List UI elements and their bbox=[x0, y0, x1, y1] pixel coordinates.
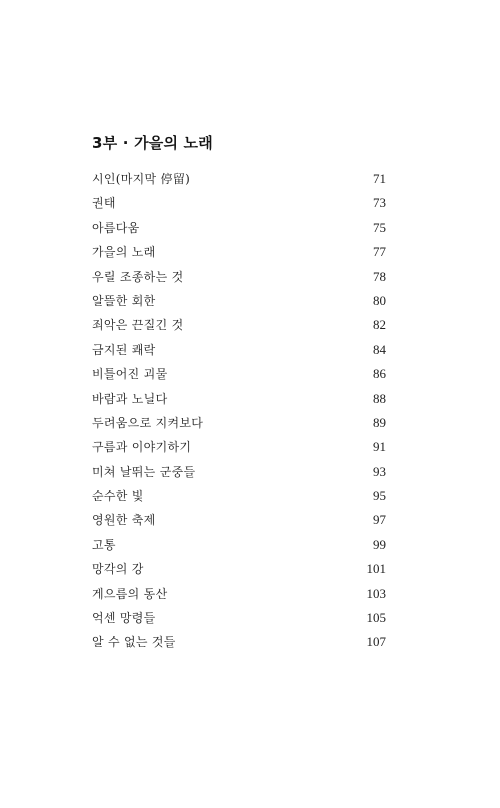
toc-entry-title: 시인(마지막 停留) bbox=[92, 172, 191, 186]
toc-entry-page: 88 bbox=[373, 390, 386, 406]
toc-entry-title: 금지된 쾌락 bbox=[92, 342, 156, 357]
toc-entry bbox=[92, 216, 386, 240]
toc-entry-page: 89 bbox=[373, 414, 386, 430]
toc-entry-page: 80 bbox=[373, 292, 386, 308]
toc-entry bbox=[92, 582, 386, 606]
toc-entry-page: 99 bbox=[373, 536, 386, 552]
toc-entry-page: 73 bbox=[373, 195, 386, 211]
toc-entry-page: 95 bbox=[373, 488, 386, 504]
toc-entry-title: 두려움으로 지켜보다 bbox=[92, 415, 204, 430]
toc-entry bbox=[92, 508, 386, 532]
toc-entry bbox=[92, 411, 386, 435]
toc-entry-title: 권태 bbox=[92, 196, 116, 211]
toc-entry bbox=[92, 362, 386, 386]
toc-entry-page: 105 bbox=[366, 610, 386, 626]
toc-entry-page: 86 bbox=[373, 366, 386, 382]
toc-entry-title: 순수한 빛 bbox=[92, 489, 144, 504]
toc-entry bbox=[92, 435, 386, 459]
toc-entry-title: 게으름의 동산 bbox=[92, 586, 168, 601]
toc-entry-title: 억센 망령들 bbox=[92, 611, 156, 626]
toc-entry-page: 84 bbox=[373, 341, 386, 357]
toc-entry bbox=[92, 533, 386, 557]
toc-entry-page: 93 bbox=[373, 463, 386, 479]
toc-entry-title: 알뜰한 회한 bbox=[92, 293, 156, 308]
toc-entry-page: 107 bbox=[366, 634, 386, 650]
toc-entry-title: 망각의 강 bbox=[92, 562, 144, 577]
toc-entry-title: 구름과 이야기하기 bbox=[92, 440, 192, 455]
toc-entry bbox=[92, 460, 386, 484]
toc-entry bbox=[92, 484, 386, 508]
toc-entry-page: 97 bbox=[373, 512, 386, 528]
toc-entry bbox=[92, 338, 386, 362]
toc-entry-page: 71 bbox=[373, 171, 386, 186]
toc-entry-title: 고통 bbox=[92, 537, 116, 552]
toc-entry bbox=[92, 557, 386, 581]
toc-entry-page: 75 bbox=[373, 219, 386, 235]
toc-entry-page: 103 bbox=[366, 585, 386, 601]
toc-entry bbox=[92, 630, 386, 654]
toc-entry bbox=[92, 265, 386, 289]
toc-entry-title: 바람과 노닐다 bbox=[92, 391, 168, 406]
toc-entry bbox=[92, 606, 386, 630]
toc-entry-title: 알 수 없는 것들 bbox=[92, 635, 176, 650]
toc-entry bbox=[92, 289, 386, 313]
toc-entry bbox=[92, 191, 386, 215]
toc-entry-page: 101 bbox=[366, 561, 386, 577]
toc-entry-page: 91 bbox=[373, 439, 386, 455]
toc-entry-title: 비틀어진 괴물 bbox=[92, 367, 168, 382]
toc-entry-page: 77 bbox=[373, 244, 386, 260]
toc-entry bbox=[92, 240, 386, 264]
toc-entry-title: 영원한 축제 bbox=[92, 513, 156, 528]
toc-entry-title: 우릴 조종하는 것 bbox=[92, 269, 184, 284]
toc-entry-page: 78 bbox=[373, 268, 386, 284]
toc-entry-title: 죄악은 끈질긴 것 bbox=[92, 318, 184, 333]
toc-entry bbox=[92, 387, 386, 411]
toc-entry bbox=[92, 167, 386, 191]
toc-entry-title: 미쳐 날뛰는 군중들 bbox=[92, 464, 196, 479]
toc-entry-title: 가을의 노래 bbox=[92, 245, 156, 260]
toc-entry-title: 아름다움 bbox=[92, 220, 140, 235]
table-of-contents bbox=[92, 167, 386, 655]
toc-entry bbox=[92, 313, 386, 337]
toc-entry-page: 82 bbox=[373, 317, 386, 333]
section-title: 3부 · 가을의 노래 bbox=[92, 134, 213, 152]
